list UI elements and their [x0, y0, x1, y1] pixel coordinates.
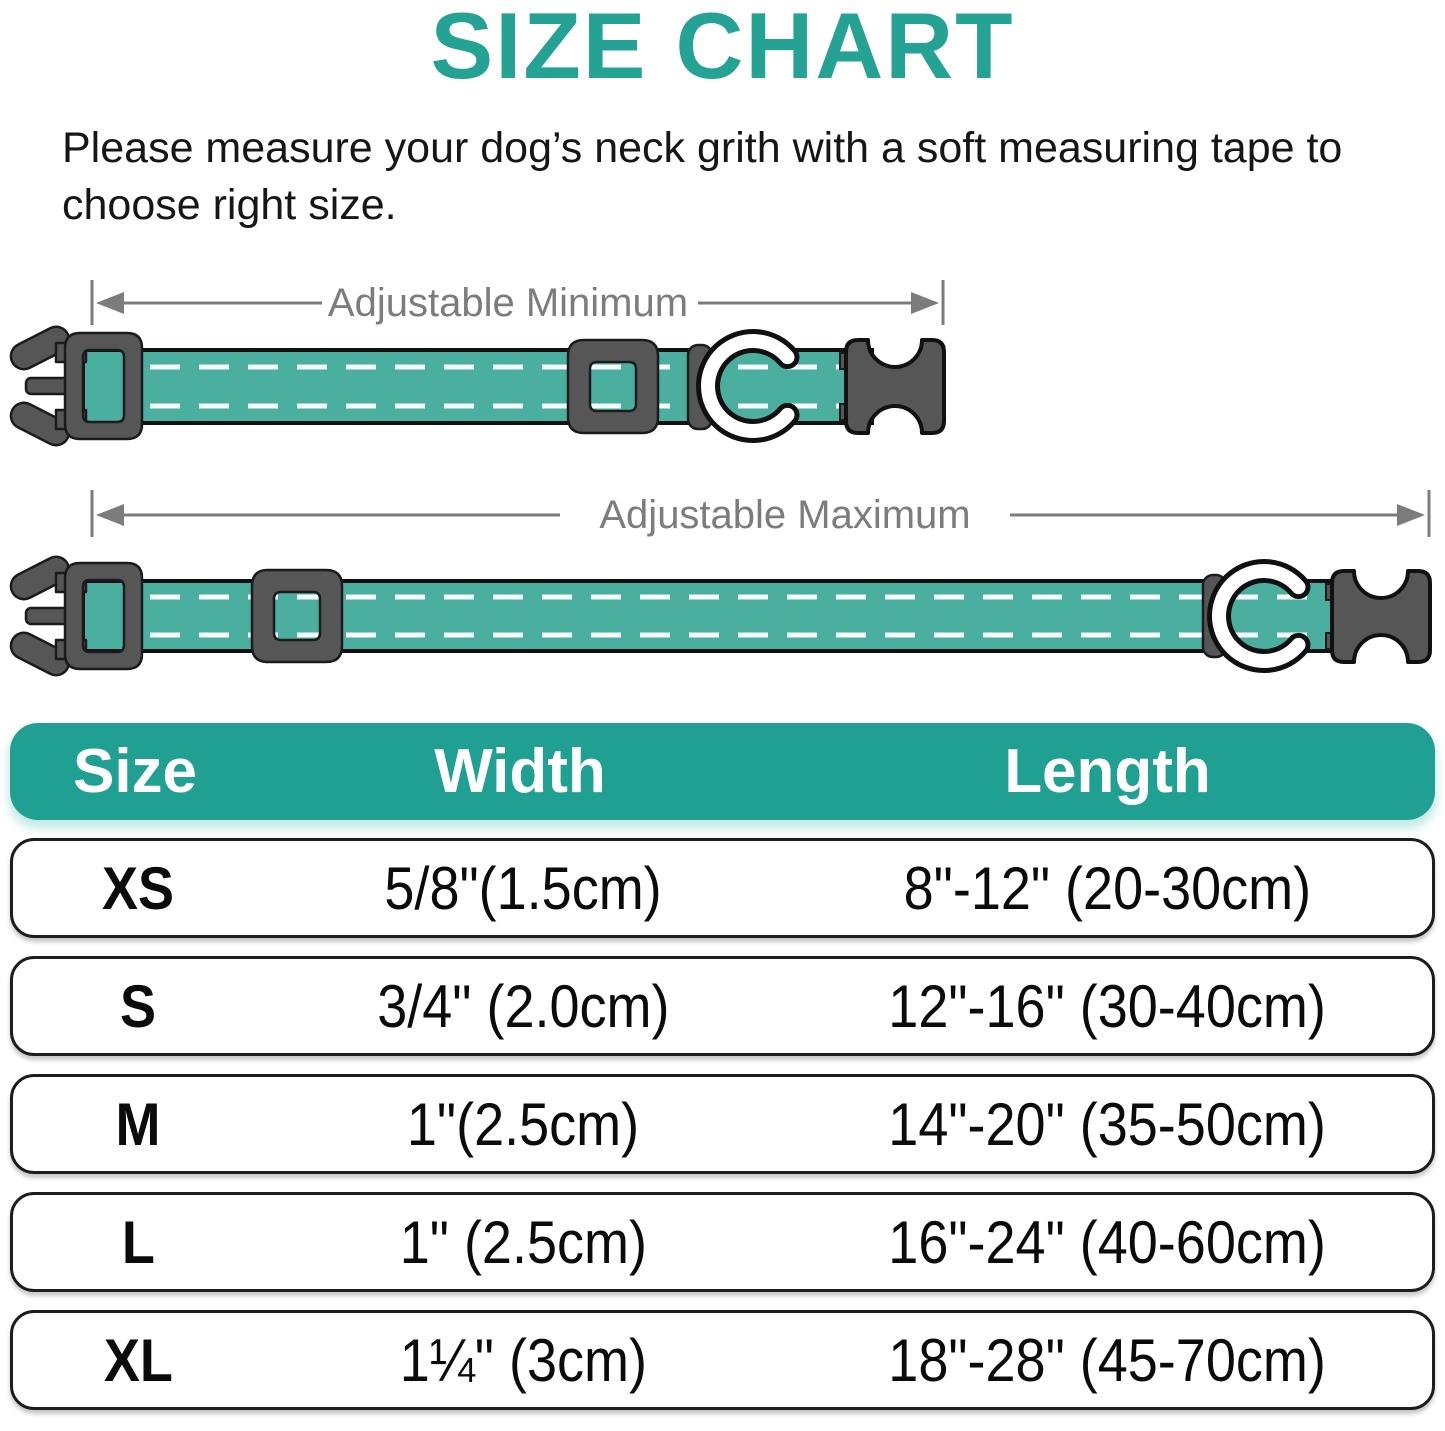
- length-value: 8"-12" (20-30cm): [903, 854, 1312, 922]
- length-value: 12"-16" (30-40cm): [888, 972, 1327, 1040]
- buckle-receptacle-icon: [846, 340, 944, 433]
- table-row-l: [10, 1192, 1435, 1292]
- arrowhead-left-icon: [96, 292, 124, 314]
- size-value: XL: [103, 1326, 173, 1394]
- width-value: 5/8"(1.5cm): [384, 854, 662, 922]
- size-value: S: [119, 972, 157, 1040]
- length-value: 18"-28" (45-70cm): [888, 1326, 1327, 1394]
- buckle-receptacle-icon: [1332, 571, 1430, 662]
- size-value: XS: [101, 854, 175, 922]
- adjustable-minimum-label: Adjustable Minimum: [327, 281, 689, 325]
- table-row-s: [10, 956, 1435, 1056]
- length-value: 16"-24" (40-60cm): [888, 1208, 1327, 1276]
- header-width: Width: [434, 737, 606, 806]
- table-row-xl: [10, 1310, 1435, 1410]
- table-row-m: [10, 1074, 1435, 1174]
- collar-diagram-maximum: [0, 475, 1445, 700]
- size-table-header: [10, 723, 1435, 820]
- table-row-xs: [10, 838, 1435, 938]
- page-title: SIZE CHART: [430, 0, 1015, 98]
- collar-strap: [83, 350, 872, 423]
- size-value: M: [115, 1090, 161, 1158]
- arrowhead-right-icon: [911, 292, 939, 314]
- measure-instructions: Please measure your dog’s neck grith with a soft measuring tape to choose right size.: [62, 124, 1343, 230]
- arrowhead-left-icon: [96, 504, 124, 526]
- size-table: [10, 723, 1435, 1410]
- length-value: 14"-20" (35-50cm): [888, 1090, 1327, 1158]
- width-value: 1¼" (3cm): [399, 1326, 647, 1394]
- header-length: Length: [1004, 737, 1211, 806]
- width-value: 1" (2.5cm): [399, 1208, 647, 1276]
- arrowhead-right-icon: [1397, 504, 1425, 526]
- width-value: 3/4" (2.0cm): [376, 972, 670, 1040]
- adjustable-maximum-label: Adjustable Maximum: [599, 493, 971, 537]
- width-value: 1"(2.5cm): [406, 1090, 640, 1158]
- size-value: L: [121, 1208, 155, 1276]
- collar-diagram-minimum: [0, 255, 1445, 470]
- header-size: Size: [72, 737, 198, 806]
